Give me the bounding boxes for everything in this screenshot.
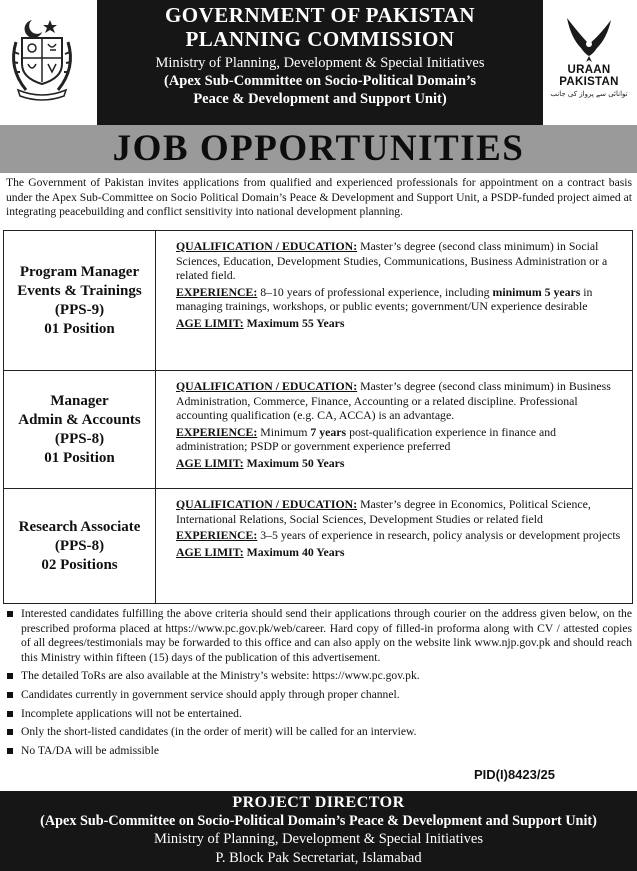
apex-line-1: (Apex Sub-Committee on Socio-Political Domain’s: [164, 73, 476, 89]
job-title-cell: [4, 231, 156, 370]
note-item: The detailed ToRs are also available at the Ministry’s website: https://www.pc.gov.pk.: [6, 669, 632, 684]
note-item: Only the short-listed candidates (in the order of merit) will be called for an interview.: [6, 725, 632, 740]
ministry-name: Ministry of Planning, Development & Special Initiatives: [155, 55, 485, 71]
experience-bold-text: 7 years: [310, 424, 347, 439]
note-item: Incomplete applications will not be entertained.: [6, 707, 632, 722]
experience-text: 3–5 years of experience in research, policy analysis or development projects: [260, 528, 621, 542]
job-positions: 02 Positions: [41, 556, 118, 573]
job-title-line: Research Associate: [18, 518, 141, 535]
footer-title: PROJECT DIRECTOR: [232, 794, 405, 811]
job-positions: 01 Position: [44, 320, 115, 337]
uraan-pakistan-logo: [548, 14, 630, 106]
qualification-text: Master’s degree (second class minimum) in Social Sciences, Education, Development Studies, Communications, Business Administration or a related field.: [176, 239, 608, 282]
job-title-line: Manager: [50, 392, 109, 409]
experience-label: EXPERIENCE:: [176, 528, 258, 542]
qualification-label: QUALIFICATION / EDUCATION:: [176, 379, 358, 393]
job-title-cell: [4, 371, 156, 488]
age-limit-label: AGE LIMIT:: [176, 544, 244, 559]
job-detail-cell: [156, 231, 632, 370]
qualification-label: QUALIFICATION / EDUCATION:: [176, 497, 358, 511]
pakistan-word: PAKISTAN: [559, 76, 619, 88]
note-item: Interested candidates fulfilling the above criteria should send their applications through courier on the address given below, on the prescribed proforma placed at https://www.pc.gov.pk/web/career. Hard copy of filled-in proforma along with CV / attested copies of all degrees/testimonials may be forwarded to this office and can also apply on the website link www.njp.gov.pk and should reach this Ministry within fifteen (15) days of the publication of this advertisement.: [6, 607, 632, 665]
notes-list: [6, 607, 632, 762]
age-limit-value: Maximum 50 Years: [246, 455, 345, 470]
age-limit-label: AGE LIMIT:: [176, 315, 244, 330]
banner-title: JOB OPPORTUNITIES: [112, 128, 525, 169]
government-title: GOVERNMENT OF PAKISTAN: [164, 3, 476, 27]
footer-apex: (Apex Sub-Committee on Socio-Political Domain’s Peace & Development and Support Unit): [40, 813, 597, 829]
job-opportunities-banner: [0, 125, 637, 173]
ad-header: [0, 0, 637, 125]
pid-number: PID(I)8423/25: [474, 767, 555, 782]
job-title-line: Admin & Accounts: [18, 411, 141, 428]
experience-text: post-qualification experience in finance and administration; PSDP or government experience preferred: [176, 424, 557, 453]
bird-icon: [559, 14, 619, 64]
experience-label: EXPERIENCE:: [176, 284, 258, 299]
qualification-text: Master’s degree in Economics, Political Science, International Relations, Social Sciences, Development Studies or related field: [176, 497, 591, 526]
note-item: No TA/DA will be admissible: [6, 744, 632, 759]
commission-title: PLANNING COMMISSION: [185, 27, 455, 51]
job-detail-cell: [156, 371, 632, 488]
note-item: Candidates currently in government service should apply through proper channel.: [6, 688, 632, 703]
job-positions: 01 Position: [44, 449, 115, 466]
uraan-urdu-tagline: توانائی سے پرواز کی جانب: [550, 90, 628, 98]
apex-line-2: Peace & Development and Support Unit): [193, 91, 447, 107]
qualification-label: QUALIFICATION / EDUCATION:: [176, 239, 358, 253]
footer-ministry: Ministry of Planning, Development & Special Initiatives: [153, 831, 484, 847]
experience-bold-text: minimum 5 years: [492, 284, 581, 299]
job-grade: (PPS-9): [54, 301, 105, 318]
experience-text: Minimum: [260, 424, 308, 439]
job-row: [4, 489, 632, 603]
job-row: [4, 371, 632, 489]
header-title-block: [97, 0, 543, 125]
qualification-text: Master’s degree (second class minimum) in Business Administration, Commerce, Finance, Accounting or a related discipline. Professional accounting qualification (e.g. CA, ACCA) is an advantage.: [176, 379, 611, 422]
job-detail-cell: [156, 489, 632, 603]
experience-text: in managing trainings, workshops, or public events; government/UN experience desirable: [176, 284, 593, 313]
job-title-line: Program Manager: [19, 263, 140, 280]
job-grade: (PPS-8): [54, 430, 105, 447]
footer-address: P. Block Pak Secretariat, Islamabad: [215, 850, 422, 866]
job-row: [4, 231, 632, 371]
uraan-word: URAAN: [567, 64, 611, 76]
experience-label: EXPERIENCE:: [176, 424, 258, 439]
job-title-line: Events & Trainings: [17, 282, 142, 299]
age-limit-value: Maximum 40 Years: [246, 544, 345, 559]
state-emblem-icon: [6, 12, 78, 102]
ad-footer: [0, 791, 637, 871]
job-grade: (PPS-8): [54, 537, 105, 554]
job-title-cell: [4, 489, 156, 603]
age-limit-label: AGE LIMIT:: [176, 455, 244, 470]
intro-paragraph: The Government of Pakistan invites applications from qualified and experienced professionals for appointment on a contract basis under the Apex Sub-Committee on Socio Political Domain’s Peace & Development and Support Unit, a PSDP-funded project aimed at integrating peacebuilding and conflict sensitivity into national development planning.: [6, 176, 632, 218]
jobs-table: [3, 230, 633, 604]
age-limit-value: Maximum 55 Years: [246, 315, 345, 330]
experience-text: 8–10 years of professional experience, including: [260, 284, 490, 299]
